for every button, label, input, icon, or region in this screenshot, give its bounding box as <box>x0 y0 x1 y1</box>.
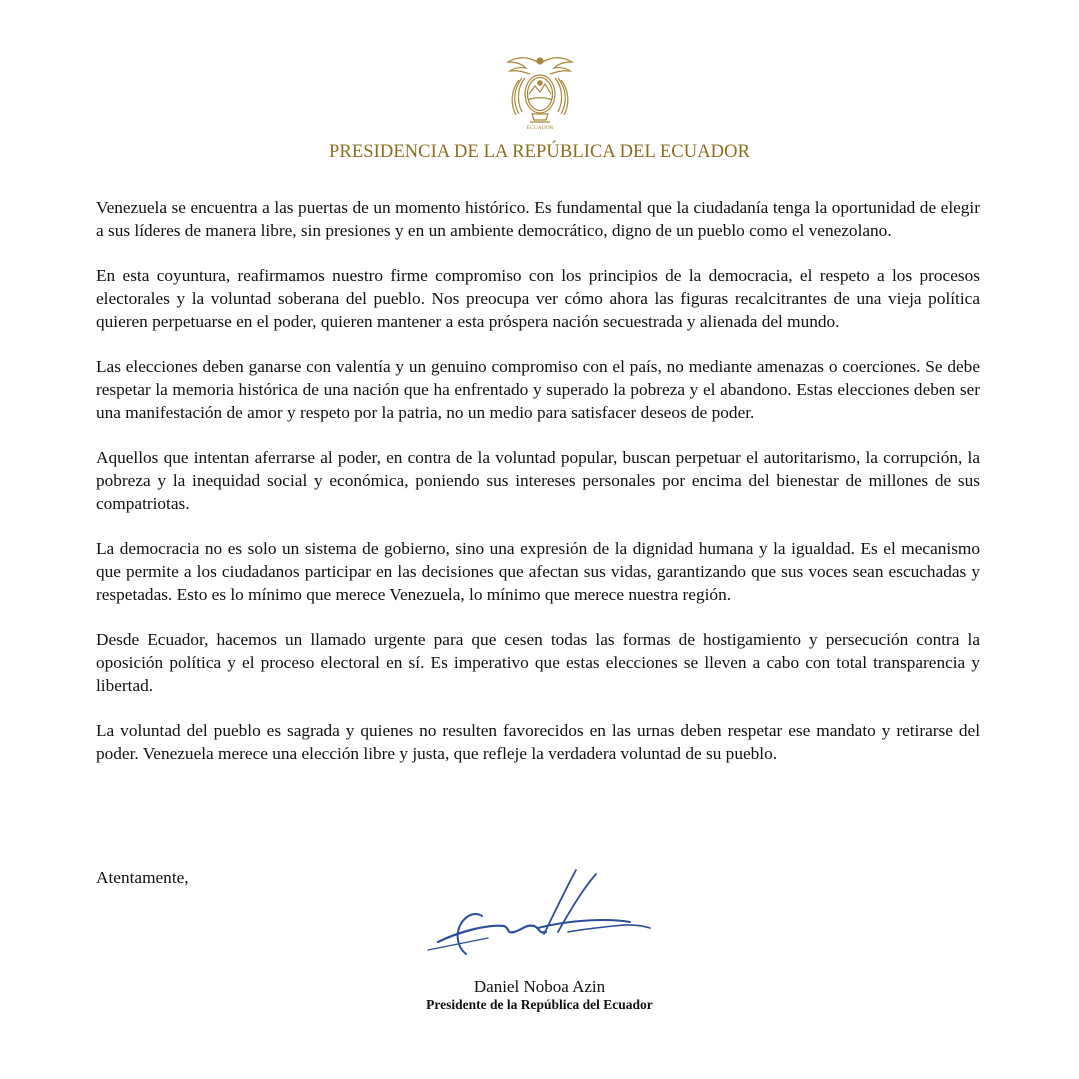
paragraph: Aquellos que intentan aferrarse al poder, en contra de la voluntad popular, buscan perpetuar el autoritarismo, la corrupción, la pobreza y la inequidad social y económica, poniendo sus intereses personales por encima del bienestar de millones de sus compatriotas. <box>96 448 980 513</box>
signer-title: Presidente de la República del Ecuador <box>426 997 653 1012</box>
paragraph: En esta coyuntura, reafirmamos nuestro firme compromiso con los principios de la democracia, el respeto a los procesos electorales y la voluntad soberana del pueblo. Nos preocupa ver cómo ahora las figuras recalcitrantes de una vieja política quieren perpetuarse en el poder, quieren mantener a esta próspera nación secuestrada y alienada del mundo. <box>96 266 980 331</box>
paragraph: Venezuela se encuentra a las puertas de un momento histórico. Es fundamental que la ciudadanía tenga la oportunidad de elegir a sus líderes de manera libre, sin presiones y en un ambiente democrático, digno de un pueblo como el venezolano. <box>96 198 980 240</box>
paragraph: Las elecciones deben ganarse con valentía y un genuino compromiso con el país, no mediante amenazas o coerciones. Se debe respetar la memoria histórica de una nación que ha enfrentado y superado la pobreza y el abandono. Estas elecciones deben ser una manifestación de amor y respeto por la patria, no un medio para satisfacer deseos de poder. <box>96 357 980 422</box>
institution-title: PRESIDENCIA DE LA REPÚBLICA DEL ECUADOR <box>328 142 751 162</box>
letter-body <box>96 196 980 787</box>
svg-text:ECUADOR: ECUADOR <box>526 125 554 131</box>
signature-icon <box>418 862 658 962</box>
signer-name: Daniel Noboa Azin <box>473 977 606 996</box>
paragraph: La democracia no es solo un sistema de gobierno, sino una expresión de la dignidad humana y la igualdad. Es el mecanismo que permite a los ciudadanos participar en las decisiones que afectan sus vidas, garantizando que sus voces sean escuchadas y respetadas. Esto es lo mínimo que merece Venezuela, lo mínimo que merece nuestra región. <box>96 539 980 604</box>
paragraph: Desde Ecuador, hacemos un llamado urgente para que cesen todas las formas de hostigamiento y persecución contra la oposición política y el proceso electoral en sí. Es imperativo que estas elecciones se lleven a cabo con total transparencia y libertad. <box>96 630 980 695</box>
paragraph: La voluntad del pueblo es sagrada y quienes no resulten favorecidos en las urnas deben respetar ese mandato y retirarse del poder. Venezuela merece una elección libre y justa, que refleje la verdadera voluntad de su pueblo. <box>96 721 980 763</box>
closing-salutation: Atentamente, <box>96 868 189 887</box>
coat-of-arms-icon <box>500 50 580 132</box>
